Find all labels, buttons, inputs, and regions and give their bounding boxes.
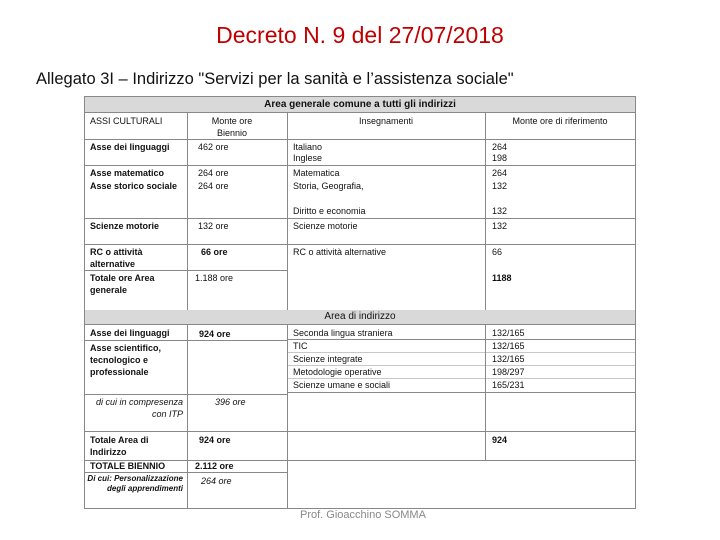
insegnamento: Matematica: [293, 168, 340, 178]
total-general-label: Totale ore Area generale: [90, 273, 155, 295]
col-header-insegnamenti: Insegnamenti: [358, 116, 414, 126]
ore-riferimento: 132/165: [492, 354, 525, 364]
row-divider: [85, 165, 635, 166]
row-divider: [85, 112, 635, 113]
row-divider: [85, 472, 287, 473]
row-divider: [85, 139, 635, 140]
col-divider: [485, 324, 486, 460]
ore-riferimento: 132: [492, 206, 508, 216]
monte-ore: 264 ore: [198, 181, 229, 191]
ore-riferimento: 132: [492, 221, 508, 231]
col-divider: [187, 112, 188, 310]
personalizzazione-label: Di cui: Personalizzazione degli apprendimenti: [87, 474, 183, 493]
asse-label: Asse storico sociale: [90, 181, 178, 191]
page-subtitle: Allegato 3I – Indirizzo "Servizi per la sanità e l’assistenza sociale": [36, 70, 514, 88]
row-divider: [85, 244, 635, 245]
col-divider: [287, 324, 288, 508]
insegnamento: Scienze motorie: [293, 221, 358, 231]
ore-riferimento: 132/165: [492, 328, 525, 338]
asse-label: Scienze motorie: [90, 221, 160, 231]
insegnamento: Scienze umane e sociali: [293, 380, 391, 390]
insegnamento: Metodologie operative: [293, 367, 382, 377]
row-divider: [85, 324, 635, 325]
personalizzazione-value: 264 ore: [201, 476, 232, 486]
row-divider: [85, 270, 287, 271]
monte-ore: 132 ore: [198, 221, 229, 231]
ore-riferimento: 264: [492, 168, 508, 178]
ore-riferimento: 132: [492, 181, 508, 191]
col-header-monte: Monte ore Biennio: [211, 116, 253, 138]
hours-table: [84, 96, 636, 509]
row-divider: [85, 394, 287, 395]
row-divider: [85, 431, 635, 432]
ore-riferimento: 66: [492, 247, 503, 257]
insegnamento: TIC: [293, 341, 308, 351]
insegnamento: Italiano: [293, 142, 323, 152]
total-biennio-hours: 2.112 ore: [195, 461, 234, 471]
insegnamento: Storia, Geografia,: [293, 181, 364, 191]
asse-label: Asse dei linguaggi: [90, 328, 170, 338]
asse-label: Asse scientifico, tecnologico e professionale: [90, 343, 162, 377]
total-indirizzo-label: Totale Area di Indirizzo: [90, 435, 149, 457]
asse-label: Asse matematico: [90, 168, 165, 178]
insegnamento: Scienze integrate: [293, 354, 363, 364]
row-divider: [287, 339, 635, 340]
ore-riferimento: 198/297: [492, 367, 525, 377]
total-general-ref: 1188: [492, 273, 512, 283]
col-header-riferimento: Monte ore di riferimento: [512, 116, 608, 126]
monte-ore: 66 ore: [201, 247, 228, 257]
asse-label: Asse dei linguaggi: [90, 142, 170, 152]
row-divider: [85, 218, 635, 219]
col-header-assi: ASSI CULTURALI: [90, 116, 163, 126]
ore-riferimento: 165/231: [492, 380, 525, 390]
row-divider: [287, 392, 635, 393]
total-general-hours: 1.188 ore: [195, 273, 234, 283]
col-divider: [187, 324, 188, 508]
total-biennio-label: TOTALE BIENNIO: [90, 461, 166, 471]
footer-author: Prof. Gioacchino SOMMA: [300, 509, 426, 521]
monte-ore: 462 ore: [198, 142, 229, 152]
ore-riferimento: 198: [492, 153, 508, 163]
monte-ore: 924 ore: [199, 329, 231, 339]
row-divider: [85, 340, 287, 341]
asse-label: RC o attività alternative: [90, 247, 143, 269]
monte-ore: 264 ore: [198, 168, 229, 178]
page-title: Decreto N. 9 del 27/07/2018: [216, 22, 504, 48]
insegnamento: Diritto e economia: [293, 206, 366, 216]
general-area-header: Area generale comune a tutti gli indirizzi: [85, 97, 635, 112]
row-divider: [85, 460, 635, 461]
ore-riferimento: 264: [492, 142, 508, 152]
compresenza-value: 396 ore: [215, 397, 246, 407]
compresenza-label: di cui in compresenza con ITP: [95, 397, 183, 419]
insegnamento: Seconda lingua straniera: [293, 328, 393, 338]
total-indirizzo-ref: 924: [492, 435, 508, 445]
insegnamento: Inglese: [293, 153, 323, 163]
col-divider: [485, 112, 486, 310]
indirizzo-area-header: Area di indirizzo: [85, 310, 635, 324]
ore-riferimento: 132/165: [492, 341, 525, 351]
insegnamento: RC o attività alternative: [293, 247, 387, 257]
total-indirizzo-hours: 924 ore: [199, 435, 231, 445]
col-divider: [287, 112, 288, 310]
